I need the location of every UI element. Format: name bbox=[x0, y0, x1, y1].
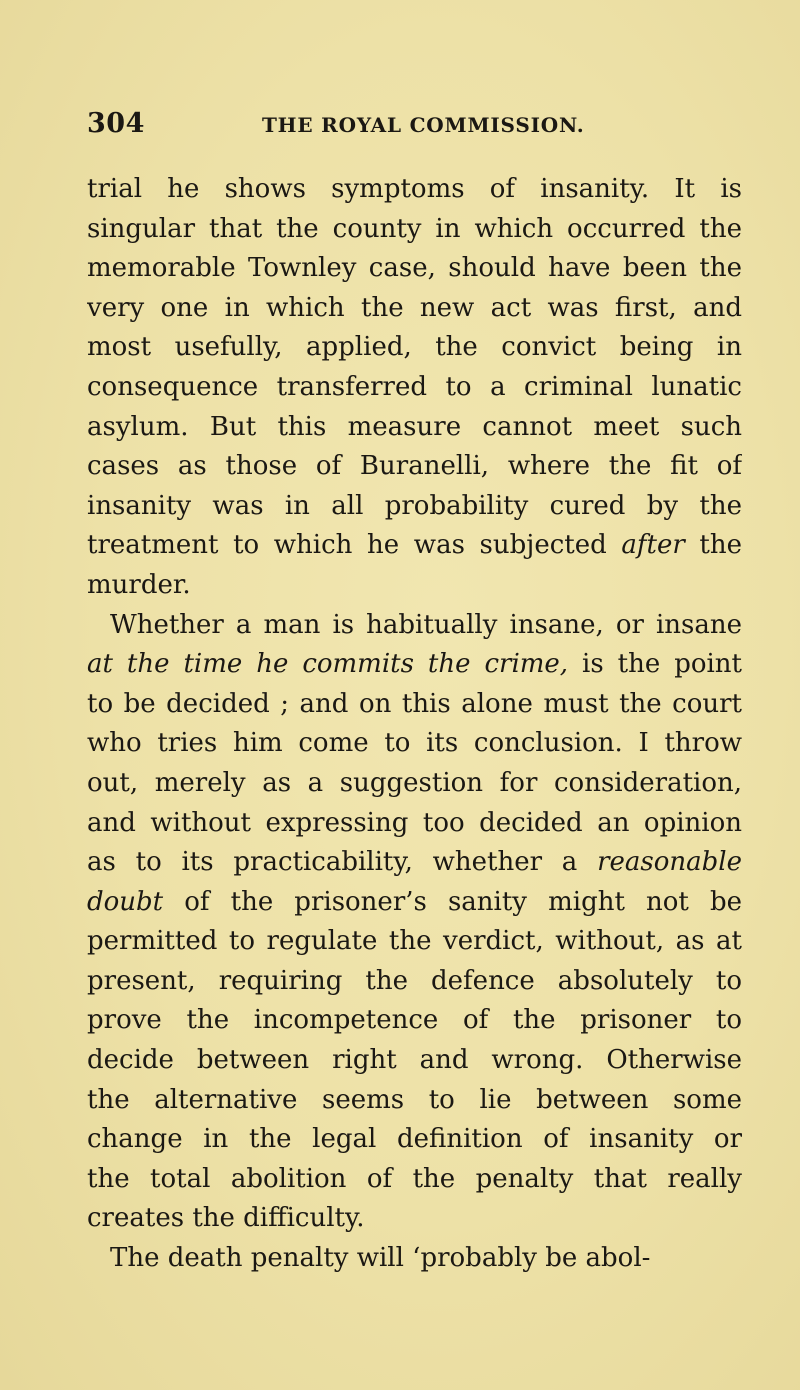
text-line bbox=[87, 368, 742, 408]
text-line bbox=[87, 962, 742, 1002]
text-segment: treatment to which he was subjected bbox=[87, 530, 622, 561]
text-line bbox=[87, 170, 742, 210]
text-line bbox=[87, 1041, 742, 1081]
text-line bbox=[87, 210, 742, 250]
text-segment: murder. bbox=[87, 569, 191, 600]
text-line bbox=[87, 843, 742, 883]
text-segment: permitted to regulate the verdict, without, as at bbox=[87, 926, 742, 957]
text-segment: and without expressing too decided an opinion bbox=[87, 807, 742, 838]
text-segment: creates the difficulty. bbox=[87, 1203, 365, 1234]
text-line bbox=[87, 1239, 742, 1279]
text-line bbox=[87, 764, 742, 804]
text-segment: consequence transferred to a criminal lunatic bbox=[87, 371, 742, 402]
text-segment: very one in which the new act was first, and bbox=[87, 292, 742, 323]
text-line bbox=[87, 249, 742, 289]
text-line bbox=[87, 645, 742, 685]
text-segment: prove the incompetence of the prisoner to bbox=[87, 1005, 742, 1036]
text-line bbox=[87, 922, 742, 962]
body-text bbox=[87, 170, 742, 1279]
text-segment: present, requiring the defence absolutely to bbox=[87, 965, 742, 996]
text-segment: who tries him come to its conclusion. I throw bbox=[87, 728, 742, 759]
text-line bbox=[87, 685, 742, 725]
running-head: THE ROYAL COMMISSION. bbox=[262, 113, 585, 137]
text-line bbox=[87, 724, 742, 764]
text-segment: change in the legal definition of insanity or bbox=[87, 1124, 742, 1155]
text-line bbox=[87, 883, 742, 923]
text-segment: cases as those of Buranelli, where the fit of bbox=[87, 451, 742, 482]
text-segment: out, merely as a suggestion for consideration, bbox=[87, 767, 742, 798]
text-line bbox=[87, 447, 742, 487]
text-line bbox=[87, 1081, 742, 1121]
text-line bbox=[87, 1160, 742, 1200]
text-segment: decide between right and wrong. Otherwise bbox=[87, 1045, 742, 1076]
text-line bbox=[87, 1001, 742, 1041]
text-segment: as to its practicability, whether a bbox=[87, 847, 598, 878]
italic-text: doubt bbox=[87, 886, 164, 917]
text-line bbox=[87, 1199, 742, 1239]
text-line bbox=[87, 526, 742, 566]
italic-text: after bbox=[621, 530, 685, 561]
text-segment: most usefully, applied, the convict being in bbox=[87, 332, 742, 363]
text-segment: singular that the county in which occurred the bbox=[87, 213, 742, 244]
page-header bbox=[87, 108, 727, 148]
text-segment: the alternative seems to lie between some bbox=[87, 1084, 742, 1115]
text-line bbox=[87, 1120, 742, 1160]
text-line bbox=[87, 328, 742, 368]
text-segment: trial he shows symptoms of insanity. It is bbox=[87, 174, 742, 204]
text-segment: is the point bbox=[568, 649, 742, 680]
text-segment: the bbox=[684, 530, 742, 561]
text-segment: asylum. But this measure cannot meet such bbox=[87, 411, 742, 442]
text-segment: insanity was in all probability cured by the bbox=[87, 490, 742, 521]
text-segment: Whether a man is habitually insane, or insane bbox=[110, 609, 742, 640]
text-line bbox=[87, 804, 742, 844]
italic-text: at the time he commits the crime, bbox=[87, 649, 569, 680]
page-number: 304 bbox=[87, 108, 145, 139]
text-segment: memorable Townley case, should have been the bbox=[87, 253, 742, 284]
text-segment: of the prisoner’s sanity might not be bbox=[163, 886, 742, 917]
text-line bbox=[87, 566, 742, 606]
text-line bbox=[87, 487, 742, 527]
text-segment: The death penalty will ‘probably be abol- bbox=[110, 1243, 651, 1274]
text-line bbox=[87, 289, 742, 329]
text-line bbox=[87, 408, 742, 448]
italic-text: reasonable bbox=[597, 847, 742, 878]
text-segment: to be decided ; and on this alone must the court bbox=[87, 688, 742, 719]
text-segment: the total abolition of the penalty that really bbox=[87, 1163, 742, 1194]
text-line bbox=[87, 606, 742, 646]
